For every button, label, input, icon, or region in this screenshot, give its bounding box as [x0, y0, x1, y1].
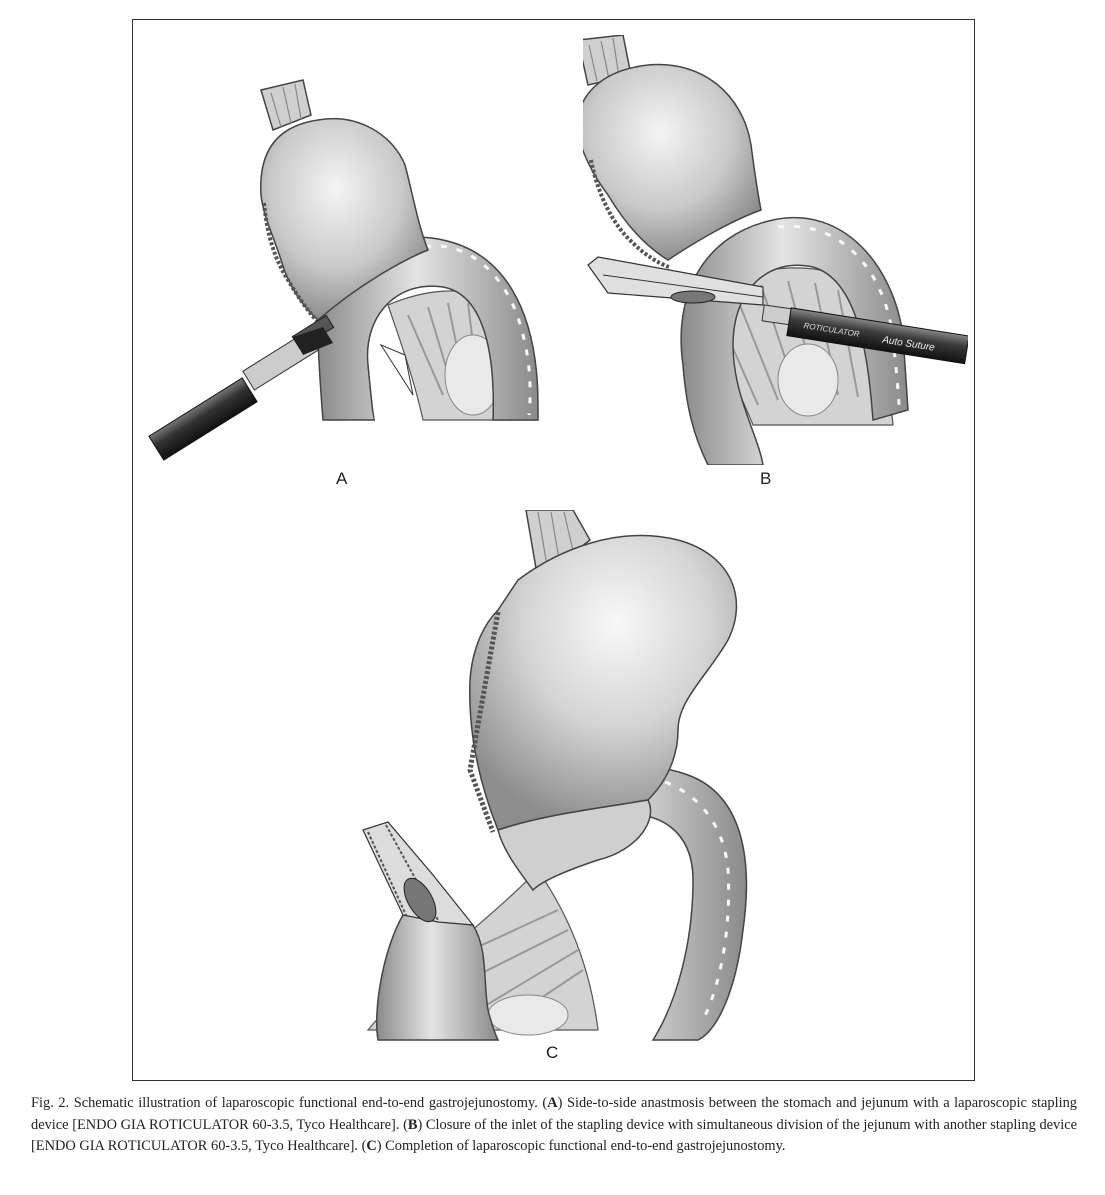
- panel-c-label: C: [546, 1043, 559, 1062]
- panel-a-label: A: [336, 469, 348, 488]
- figure-frame: [132, 19, 975, 1081]
- panel-b-illustration: [583, 35, 968, 465]
- caption-text-a: ) Side-to-side anastmosis between the stomach and jejunum with a laparoscopic stapling device [ENDO GIA ROTICULATOR 60-3.5, Tyco Healthcare]. (: [31, 1095, 1078, 1133]
- caption-text-c: ) Completion of laparoscopic functional end-to-end gastrojejunostomy.: [376, 1138, 786, 1154]
- roticulator-text: ROTICULATOR: [802, 321, 861, 339]
- caption-key-a: A: [547, 1095, 558, 1111]
- caption-key-c: C: [366, 1138, 377, 1154]
- panel-c-illustration: [358, 510, 758, 1045]
- panel-a-illustration: [143, 75, 543, 475]
- caption-text-b: ) Closure of the inlet of the stapling device with simultaneous division of the jejunum with another stapling device [ENDO GIA ROTICULATOR 60-3.5, Tyco Healthcare]. (: [31, 1116, 1078, 1154]
- auto-suture-brand-text: Auto Suture: [881, 334, 936, 354]
- caption-lead: Fig. 2. Schematic illustration of laparoscopic functional end-to-end gastrojejunostomy. (: [31, 1095, 548, 1111]
- caption-key-b: B: [407, 1116, 418, 1133]
- panel-b-label: B: [760, 469, 772, 488]
- figure-caption: [31, 1093, 1077, 1158]
